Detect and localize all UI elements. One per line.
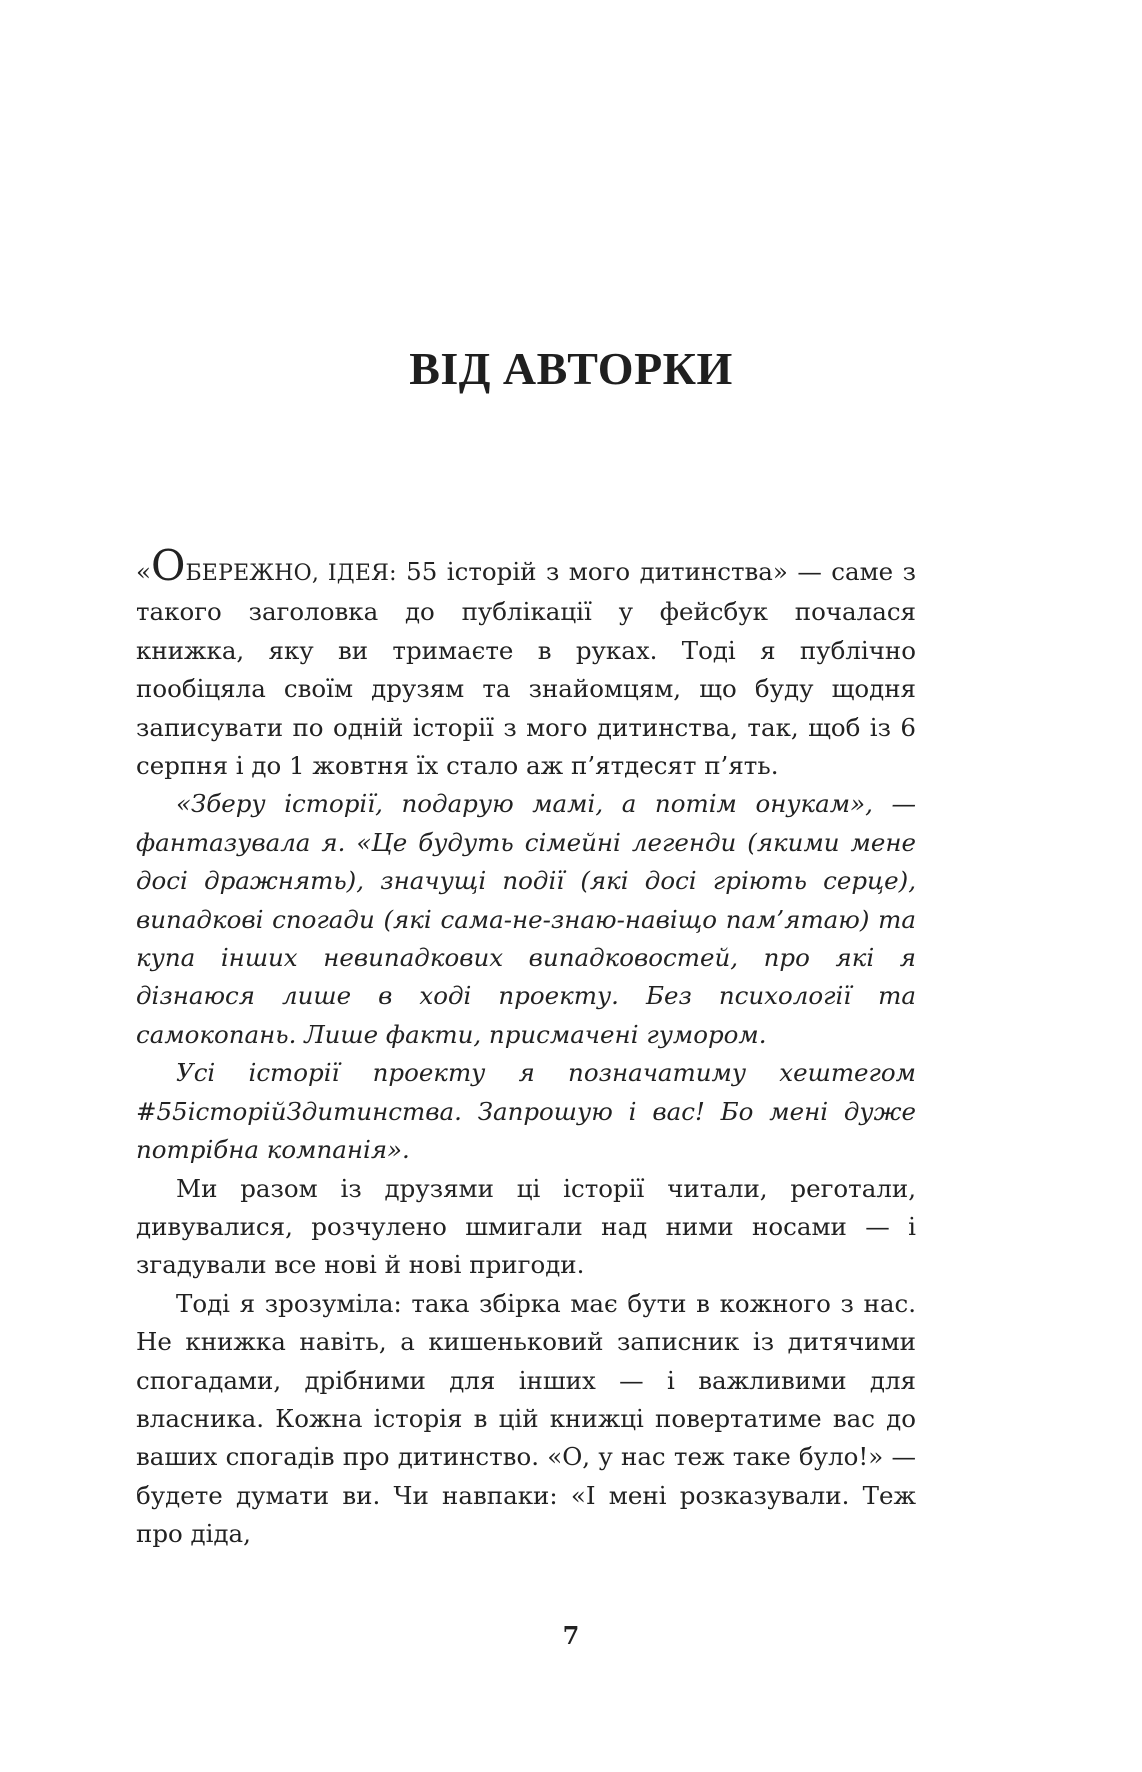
opening-paragraph [136,541,916,785]
drop-cap-letter: О [151,541,186,590]
body-paragraph-1: Ми разом із друзями ці історії читали, реготали, дивувалися, розчулено шмигали над ними носами — і згадували все нові й нові пригоди. [136,1173,916,1280]
opening-small-caps: БЕРЕЖНО, ІДЕЯ: [185,561,397,586]
opening-paragraph-text: 55 історій з мого дитинства» — саме з такого заголовка до публікації у фейсбук почалася книжка, яку ви тримаєте в руках. Тоді я публічно пообіцяла своїм друзям та знайомцям, що буду щодня записувати по одній історії з мого дитинства, так, щоб із 6 серпня і до 1 жовтня їх стало аж п’ятдесят п’ять. [136,557,916,781]
opening-quote-mark: « [136,557,151,586]
page-title: ВІД АВТОРКИ [409,342,733,394]
body-text [136,541,916,1554]
body-paragraph-2: Тоді я зрозуміла: така збірка має бути в кожного з нас. Не книжка навіть, а кишеньковий записник із дитячими спогадами, дрібними для інших — і важливими для власника. Кожна історія в цій книжці повертатиме вас до ваших спогадів про дитинство. «О, у нас теж таке було!» — будете думати ви. Чи навпаки: «І мені розказували. Теж про діда, [136,1288,916,1549]
quoted-paragraph-1: «Зберу історії, подарую мамі, а потім онукам», — фантазувала я. «Це будуть сімейні легенди (якими мене досі дражнять), значущі події (які досі гріють серце), випадкові спогади (які сама-не-знаю-навіщо пам’ятаю) та купа інших невипадкових випадковостей, про які я дізнаюся лише в ході проекту. Без психології та самокопань. Лише факти, присмачені гумором. [136,789,916,1049]
quoted-paragraph-2: Усі історії проекту я позначатиму хештегом #55історійЗдитинства. Запрошую і вас! Бо мені дуже потрібна компанія». [136,1058,916,1165]
page-number: 7 [562,1621,580,1650]
